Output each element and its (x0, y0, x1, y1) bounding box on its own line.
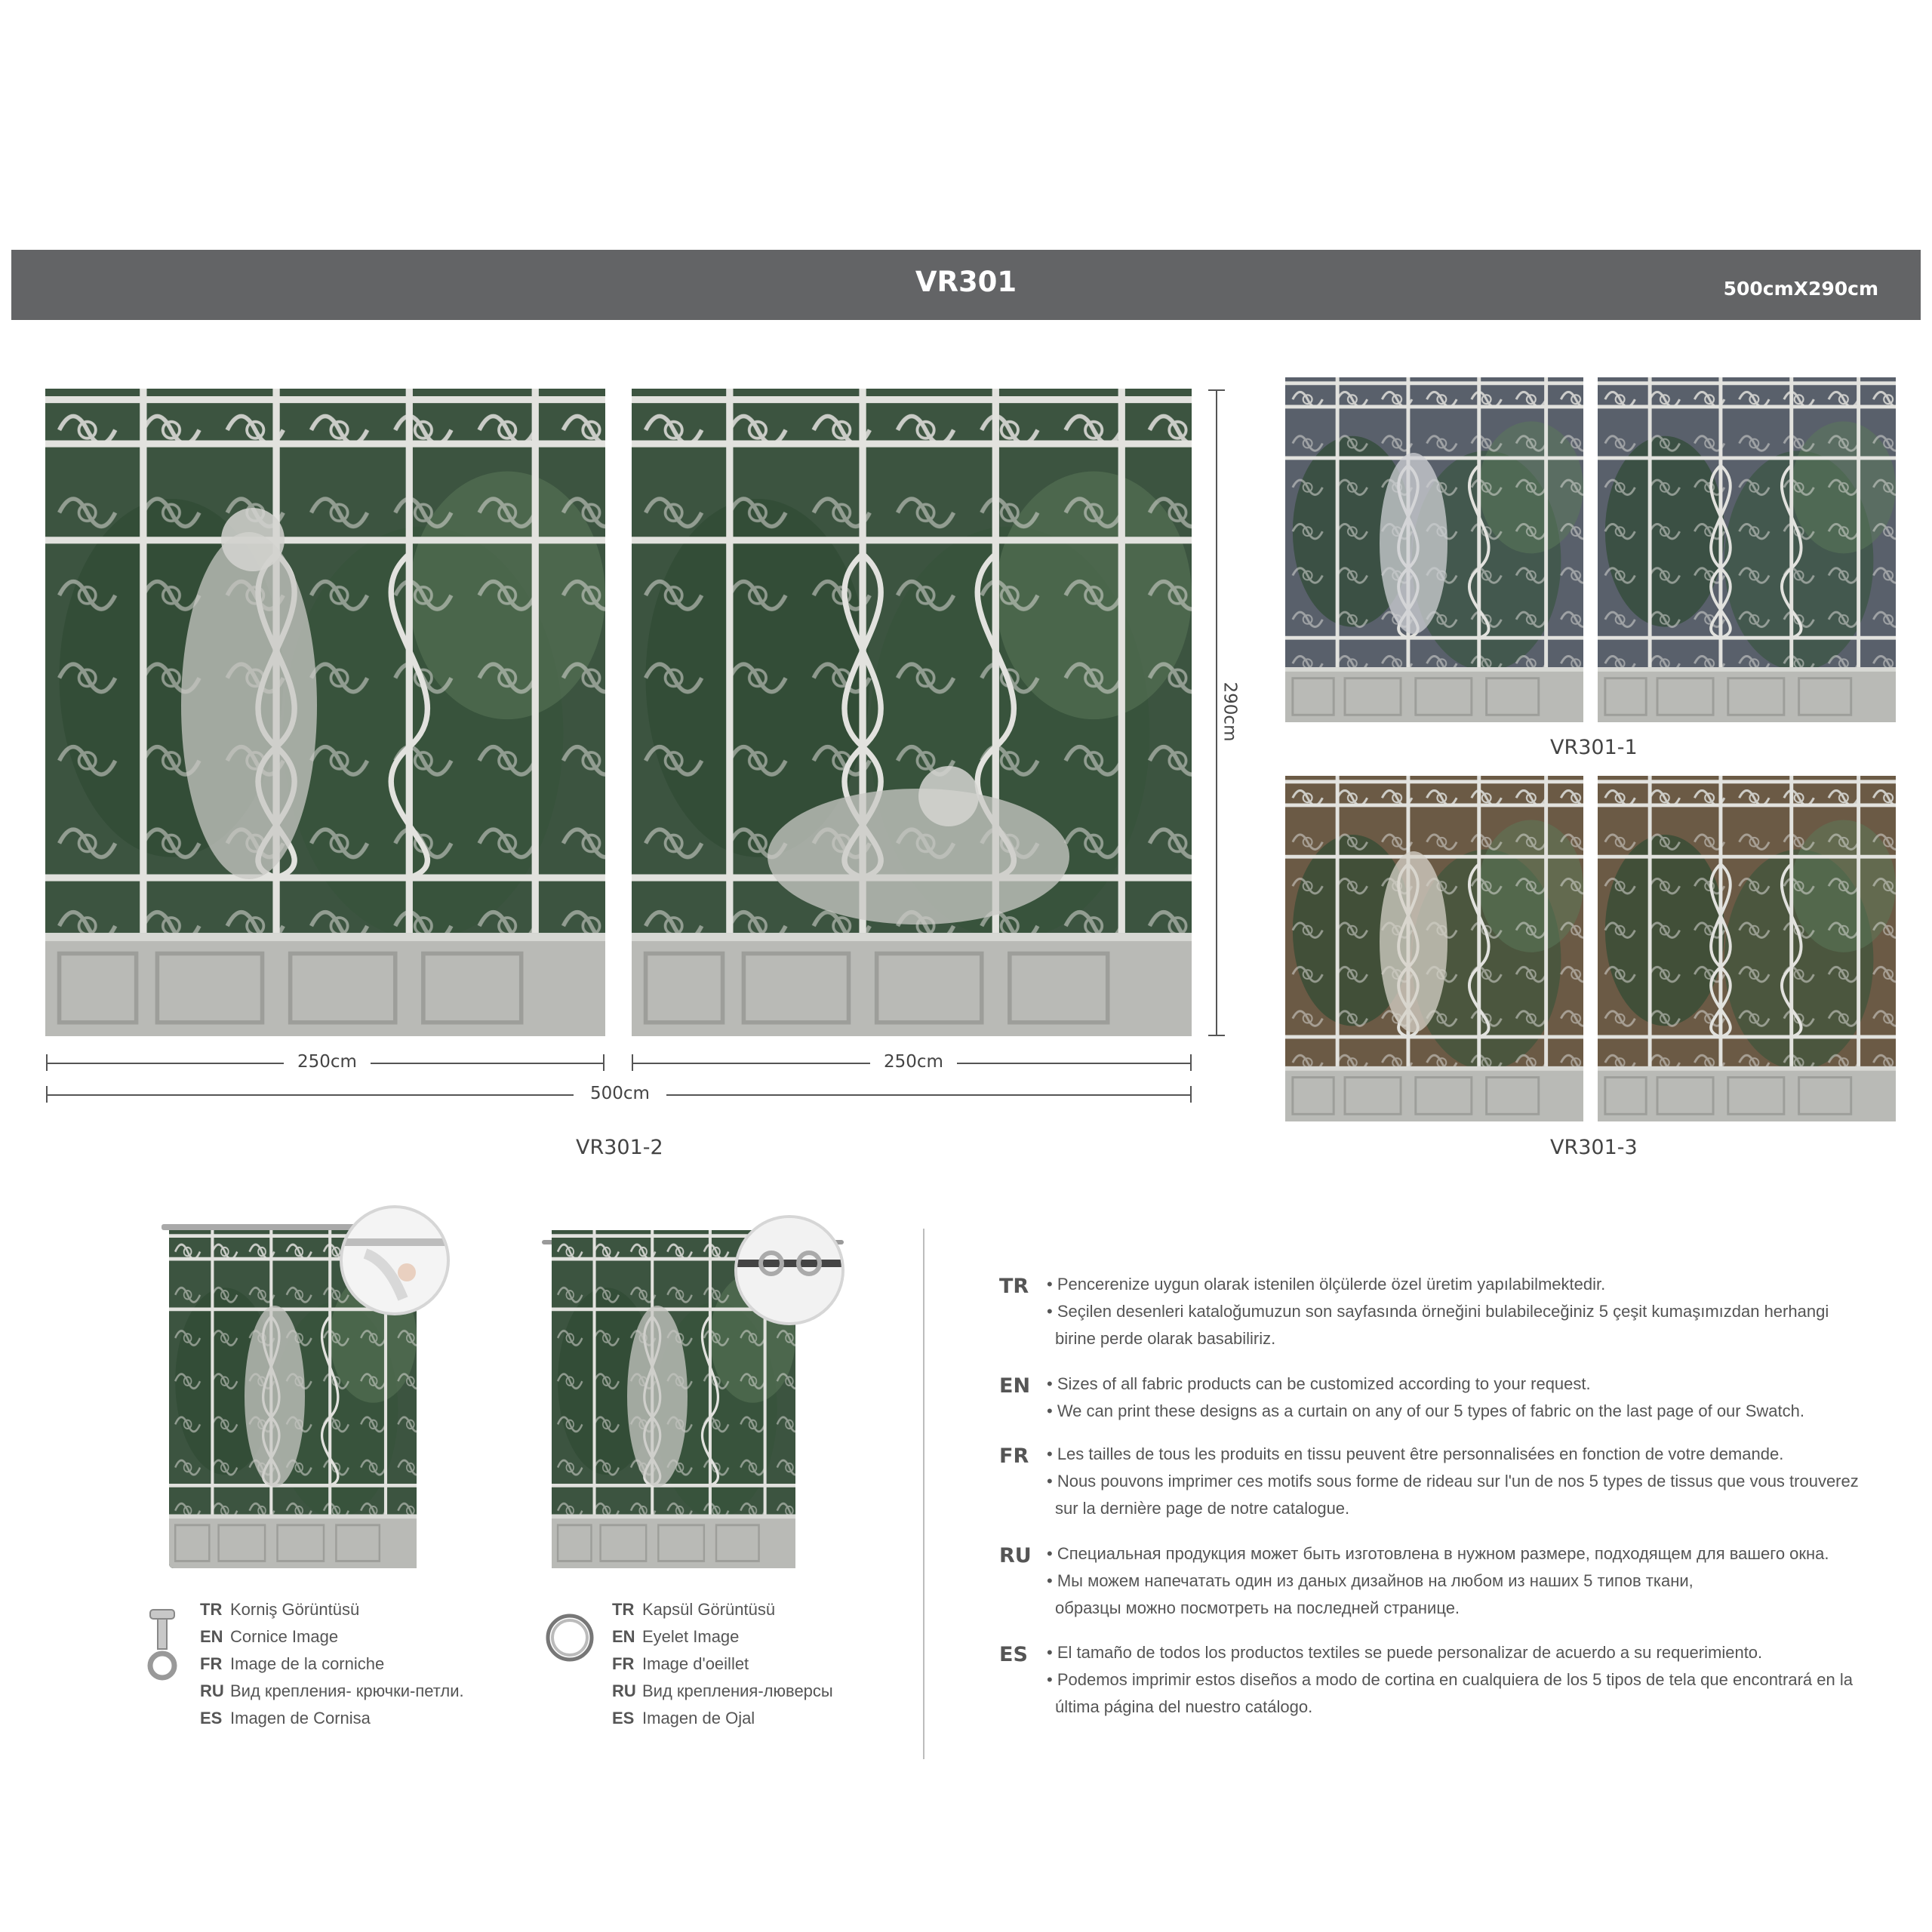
dimension-label-right: 250cm (870, 1052, 957, 1072)
legend-row: EN Cornice Image (200, 1627, 339, 1646)
hook-icon (147, 1608, 177, 1687)
info-block-es: • El tamaño de todos los productos textiles se puede personalizar de acuerdo a su requerimiento. • Podemos imprimir estos diseños a modo de cortina en cualquiera de los 5 tipos de tela que encontrará en la última página del nuestro catálogo. (1047, 1643, 1853, 1716)
product-code-title: VR301 (915, 266, 1017, 298)
legend-row: FR Image de la corniche (200, 1654, 385, 1673)
dimension-tick (46, 1054, 48, 1071)
dimension-tick (632, 1054, 633, 1071)
cornice-legend (200, 1596, 464, 1732)
dimension-tick (603, 1054, 605, 1071)
statue-figure (1285, 377, 1583, 722)
section-divider (923, 1229, 924, 1759)
variant-3-right-panel (1598, 776, 1896, 1121)
legend-row: RU Вид крепления-люверсы (612, 1681, 833, 1700)
legend-row: RU Вид крепления- крючки-петли. (200, 1681, 464, 1700)
info-lang-code: ES (999, 1643, 1028, 1666)
cornice-detail-inset (340, 1205, 450, 1315)
legend-row: EN Eyelet Image (612, 1627, 740, 1646)
info-lang-code: TR (999, 1275, 1029, 1298)
dimension-label-total: 500cm (574, 1084, 666, 1103)
info-lang-code: EN (999, 1374, 1031, 1398)
info-lang-code: FR (999, 1444, 1029, 1468)
legend-row: TR Kapsül Görüntüsü (612, 1600, 776, 1619)
dimension-tick (1190, 1054, 1192, 1071)
info-block-fr: • Les tailles de tous les produits en tissu peuvent être personnalisées en fonction de votre demande. • Nous pouvons imprimer ces motifs sous forme de rideau sur l'un de nos 5 types de tissus que vous trouverez sur la dernière page de notre catalogue. (1047, 1444, 1859, 1518)
statue-figure (1285, 776, 1583, 1121)
dimension-label-left: 250cm (284, 1052, 371, 1072)
legend-row: TR Korniş Görüntüsü (200, 1600, 360, 1619)
reclining-statue (632, 389, 1192, 1036)
caption-variant-1: VR301-1 (1550, 736, 1638, 759)
legend-row: FR Image d'oeillet (612, 1654, 749, 1673)
ring-icon (543, 1611, 596, 1664)
eyelet-detail-inset (734, 1215, 844, 1325)
legend-row: ES Imagen de Ojal (612, 1709, 755, 1727)
dimension-tick (1208, 389, 1225, 391)
info-block-tr: • Pencerenize uygun olarak istenilen ölçülerde özel üretim yapılabilmektedir. • Seçilen desenleri kataloğumuzun son sayfasında örneğini bulabileceğiniz 5 çeşit kumaşımızdan herhangi birine perde olarak basabiliriz. (1047, 1275, 1829, 1348)
dimension-label-height: 290cm (1220, 660, 1239, 764)
info-block-en: • Sizes of all fabric products can be customized according to your request. • We can print these designs as a curtain on any of our 5 types of fabric on the last page of our Swatch. (1047, 1374, 1804, 1420)
dimension-tick (46, 1086, 48, 1103)
dimension-tick (1190, 1086, 1192, 1103)
variant-3-left-panel (1285, 776, 1583, 1121)
eyelet-legend (612, 1596, 833, 1732)
main-curtain-left-panel (45, 389, 605, 1036)
product-size: 500cmX290cm (1723, 278, 1878, 300)
statue-figure (45, 389, 605, 1036)
dimension-tick (1208, 1035, 1225, 1036)
variant-1-right-panel (1598, 377, 1896, 722)
dimension-line-height (1216, 390, 1217, 1035)
info-block-ru: • Специальная продукция может быть изготовлена в нужном размере, подходящем для вашего окна. • Мы можем напечатать один из даных дизайнов на любом из наших 5 типов ткани, образцы можно посмотреть на последней странице. (1047, 1544, 1829, 1617)
caption-variant-3: VR301-3 (1550, 1136, 1638, 1159)
info-lang-code: RU (999, 1544, 1032, 1567)
legend-row: ES Imagen de Cornisa (200, 1709, 371, 1727)
caption-main: VR301-2 (576, 1136, 663, 1159)
variant-1-left-panel (1285, 377, 1583, 722)
main-curtain-right-panel (632, 389, 1192, 1036)
